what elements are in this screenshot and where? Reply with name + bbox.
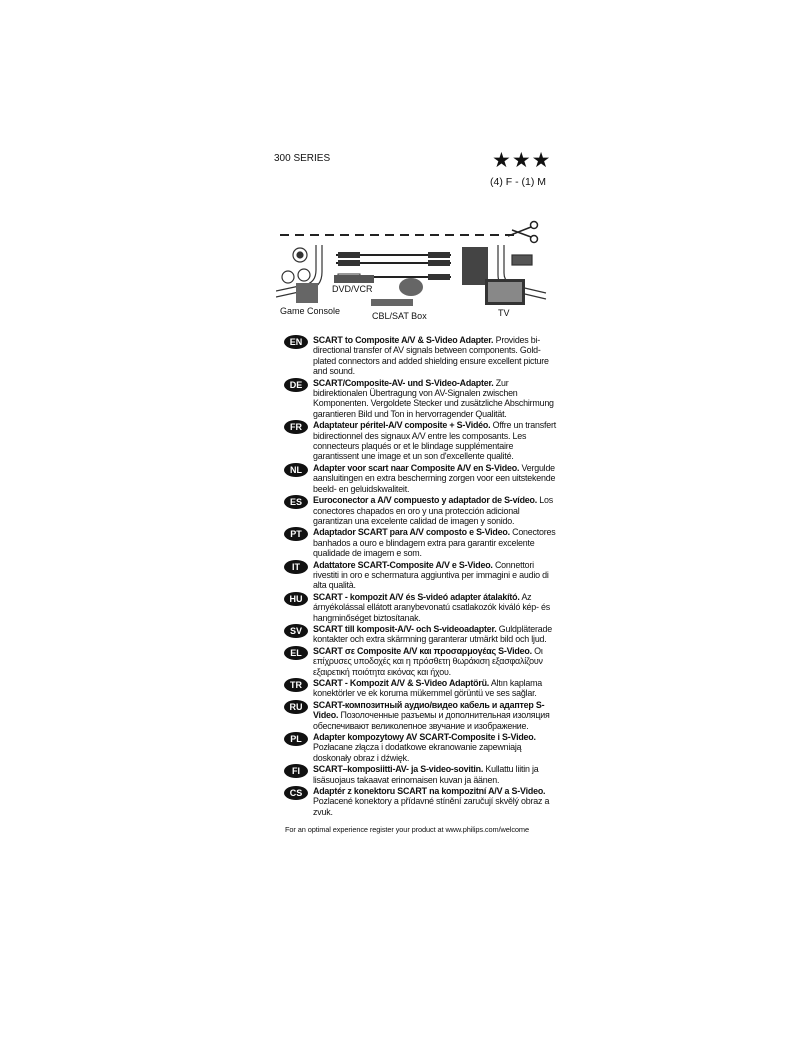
label-cbl-sat-box: CBL/SAT Box bbox=[372, 311, 427, 321]
language-badge: EN bbox=[284, 335, 308, 349]
entry-title: SCART to Composite A/V & S-Video Adapter. bbox=[313, 335, 494, 345]
entry-sv bbox=[284, 624, 558, 645]
entry-text bbox=[313, 463, 558, 494]
entry-text bbox=[313, 335, 558, 377]
description-column bbox=[284, 335, 558, 834]
entry-cs bbox=[284, 786, 558, 817]
tv-icon bbox=[485, 279, 525, 305]
entry-hu bbox=[284, 592, 558, 623]
entry-title: SCART/Composite-AV- und S-Video-Adapter. bbox=[313, 377, 494, 388]
language-badge: DE bbox=[284, 378, 308, 392]
entry-title: SCART σε Composite A/V και προσαρμογέας S-Video. bbox=[313, 645, 532, 656]
entry-title: SCART–komposiitti-AV- ja S-video-sovitin. bbox=[313, 764, 484, 775]
language-badge: NL bbox=[284, 463, 308, 477]
entry-ru bbox=[284, 700, 558, 731]
language-badge: PT bbox=[284, 527, 308, 541]
language-badge: FI bbox=[284, 764, 308, 778]
scissors-icon bbox=[508, 222, 538, 243]
footer-register-note: For an optimal experience register your product at www.philips.com/welcome bbox=[285, 825, 529, 835]
entry-title: Adattatore SCART-Composite A/V e S-Video. bbox=[313, 559, 493, 570]
entry-text bbox=[313, 592, 558, 623]
entry-title: Euroconector a A/V compuesto y adaptador de S-vídeo. bbox=[313, 495, 538, 506]
entry-body: Kullattu liitin ja lisäsuojaus takaavat erinomaisen kuvan ja äänen. bbox=[313, 764, 539, 785]
language-badge: SV bbox=[284, 624, 308, 638]
entry-text bbox=[313, 646, 558, 677]
game-console-icon bbox=[296, 283, 318, 303]
entry-body: Altın kaplama konektörler ve ek koruma mükemmel görüntü ve ses sağlar. bbox=[313, 678, 543, 699]
entry-body: Позолоченные разъемы и дополнительная изоляция обеспечивают великолепное звучание и изображение. bbox=[313, 710, 550, 731]
entry-text bbox=[313, 732, 558, 763]
entry-title: Adaptateur péritel-A/V composite + S-Vidéo. bbox=[313, 420, 491, 431]
entry-body: Conectores banhados a ouro e blindagem extra para garantir excelente qualidade de imagem e som. bbox=[313, 527, 556, 559]
rating-stars: ★★★ bbox=[492, 149, 552, 172]
scart-adapter bbox=[462, 247, 488, 285]
entry-it bbox=[284, 560, 558, 591]
entry-body: Connettori rivestiti in oro e schermatura aggiuntiva per immagini e audio di alta qualità. bbox=[313, 559, 549, 591]
entry-en bbox=[284, 335, 558, 377]
entry-body: Guldpläterade kontakter och extra skärmning garanterar utmärkt bild och ljud. bbox=[313, 623, 552, 645]
entry-text bbox=[313, 678, 558, 699]
connection-illustration bbox=[276, 195, 551, 325]
entry-text bbox=[313, 560, 558, 591]
entry-body: Οι επίχρυσες υποδοχές και η πρόσθετη θωράκιση εξασφαλίζουν εξαιρετική ποιότητα εικόνας και ήχου. bbox=[313, 645, 543, 677]
entry-title: SCART - kompozit A/V és S-videó adapter átalakító. bbox=[313, 591, 520, 602]
language-badge: HU bbox=[284, 592, 308, 606]
language-badge: EL bbox=[284, 646, 308, 660]
language-badge: CS bbox=[284, 786, 308, 800]
entry-es bbox=[284, 495, 558, 526]
language-badge: FR bbox=[284, 420, 308, 434]
entry-title: SCART - Kompozit A/V & S-Video Adaptörü. bbox=[313, 678, 490, 688]
satellite-dish-icon bbox=[371, 278, 423, 306]
entry-pt bbox=[284, 527, 558, 558]
entry-body: Los conectores chapados en oro y una protección adicional garantizan una excelente calidad de imagen y sonido. bbox=[313, 495, 553, 526]
entry-title: SCART till komposit-A/V- och S-videoadapter. bbox=[313, 623, 497, 634]
language-badge: PL bbox=[284, 732, 308, 746]
entry-text bbox=[313, 420, 558, 462]
entry-de bbox=[284, 378, 558, 420]
entry-text bbox=[313, 786, 558, 817]
entry-title: Adaptér z konektoru SCART na kompozitní A/V a S-Video. bbox=[313, 786, 546, 797]
label-dvd-vcr: DVD/VCR bbox=[332, 284, 373, 294]
entry-title: SCART-композитный аудио/видео кабель и адаптер S-Video. bbox=[313, 699, 545, 721]
entry-text bbox=[313, 624, 558, 645]
series-label: 300 SERIES bbox=[274, 153, 331, 164]
entry-body: Az árnyékolással ellátott aranybevonatú csatlakozók kiváló kép- és hangminőséget biztosítanak. bbox=[313, 591, 551, 623]
connector-config: (4) F - (1) M bbox=[490, 176, 546, 188]
entry-body: Provides bi-directional transfer of AV signals between components. Gold-plated connectors and added shielding ensure excellent picture and sound. bbox=[313, 335, 549, 377]
label-tv: TV bbox=[498, 308, 510, 318]
entry-text bbox=[313, 495, 558, 526]
entry-text bbox=[313, 700, 558, 731]
language-badge: TR bbox=[284, 678, 308, 692]
language-descriptions bbox=[284, 335, 558, 817]
language-badge: RU bbox=[284, 700, 308, 714]
entry-tr bbox=[284, 678, 558, 699]
entry-body: Pozlacené konektory a přídavné stínění zaručují skvělý obraz a zvuk. bbox=[313, 796, 550, 817]
entry-body: Vergulde aansluitingen en extra bescherming zorgen voor een uitstekende beeld- en geluidskwaliteit. bbox=[313, 462, 556, 494]
language-badge: IT bbox=[284, 560, 308, 574]
entry-fr bbox=[284, 420, 558, 462]
entry-pl bbox=[284, 732, 558, 763]
entry-title: Adapter voor scart naar Composite A/V en S-Video. bbox=[313, 462, 520, 473]
entry-text bbox=[313, 527, 558, 558]
entry-body: Pozłacane złącza i dodatkowe ekranowanie zapewniają doskonały obraz i dźwięk. bbox=[313, 742, 522, 763]
label-game-console: Game Console bbox=[280, 306, 341, 316]
entry-title: Adaptador SCART para A/V composto e S-Video. bbox=[313, 527, 510, 538]
entry-title: Adapter kompozytowy AV SCART-Composite i S-Video. bbox=[313, 732, 536, 743]
entry-text bbox=[313, 764, 558, 785]
entry-body: Offre un transfert bidirectionnel des signaux A/V entre les composants. Les connecteurs plaqués or et le blindage supplémentaire garantissent une image et un son d'excellente qualité. bbox=[313, 420, 556, 462]
dvd-vcr-icon bbox=[334, 275, 374, 283]
entry-nl bbox=[284, 463, 558, 494]
entry-body: Zur bidirektionalen Übertragung von AV-Signalen zwischen Komponenten. Vergoldete Stecker und zusätzliche Abschirmung garantieren Bild und Ton in hervorragender Qualität. bbox=[313, 377, 554, 419]
entry-fi bbox=[284, 764, 558, 785]
entry-el bbox=[284, 646, 558, 677]
language-badge: ES bbox=[284, 495, 308, 509]
entry-text bbox=[313, 378, 558, 420]
